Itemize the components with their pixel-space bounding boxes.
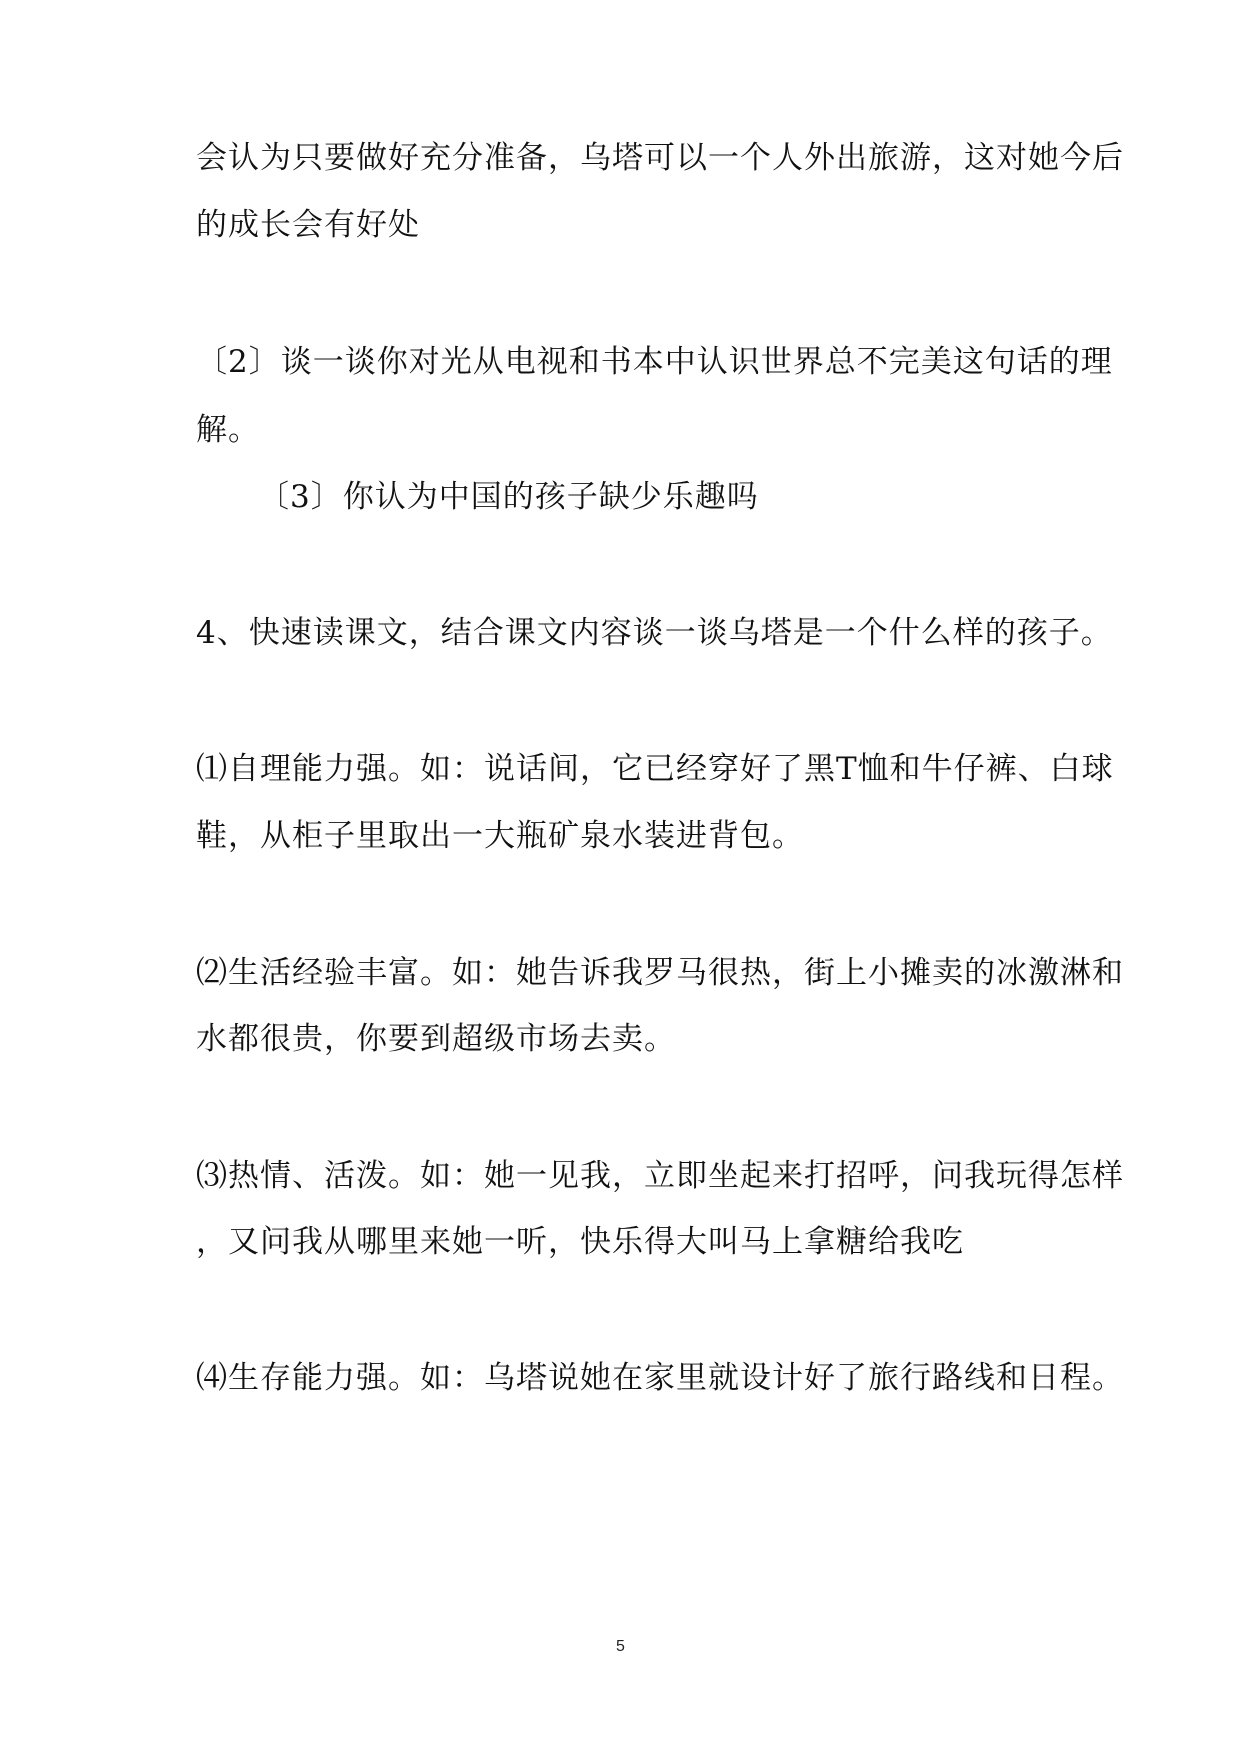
page-number: 5 (616, 1638, 625, 1655)
list-item-line: ⑷生存能力强。如：乌塔说她在家里就设计好了旅行路线和日程。 (196, 1360, 1124, 1396)
list-item-line: 水都很贵，你要到超级市场去卖。 (196, 1021, 676, 1057)
list-item-line: ⑶热情、活泼。如：她一见我，立即坐起来打招呼，问我玩得怎样 (196, 1158, 1124, 1194)
question-line: 〔3〕你认为中国的孩子缺少乐趣吗 (258, 479, 759, 515)
list-item-line: ⑵生活经验丰富。如：她告诉我罗马很热，街上小摊卖的冰激淋和 (196, 955, 1124, 991)
text-line: 的成长会有好处 (196, 207, 420, 243)
question-line: 〔2〕谈一谈你对光从电视和书本中认识世界总不完美这句话的理 (196, 344, 1113, 380)
text-line: 会认为只要做好充分准备，乌塔可以一个人外出旅游，这对她今后 (196, 140, 1124, 176)
question-line: 解。 (196, 412, 260, 448)
list-item-line: ⑴自理能力强。如：说话间，它已经穿好了黑T恤和牛仔裤、白球 (196, 751, 1114, 787)
list-item-line: 鞋，从柜子里取出一大瓶矿泉水装进背包。 (196, 818, 804, 854)
list-item-line: ，又问我从哪里来她一听，快乐得大叫马上拿糖给我吃 (196, 1224, 964, 1260)
heading-line: 4、快速读课文，结合课文内容谈一谈乌塔是一个什么样的孩子。 (196, 615, 1113, 651)
